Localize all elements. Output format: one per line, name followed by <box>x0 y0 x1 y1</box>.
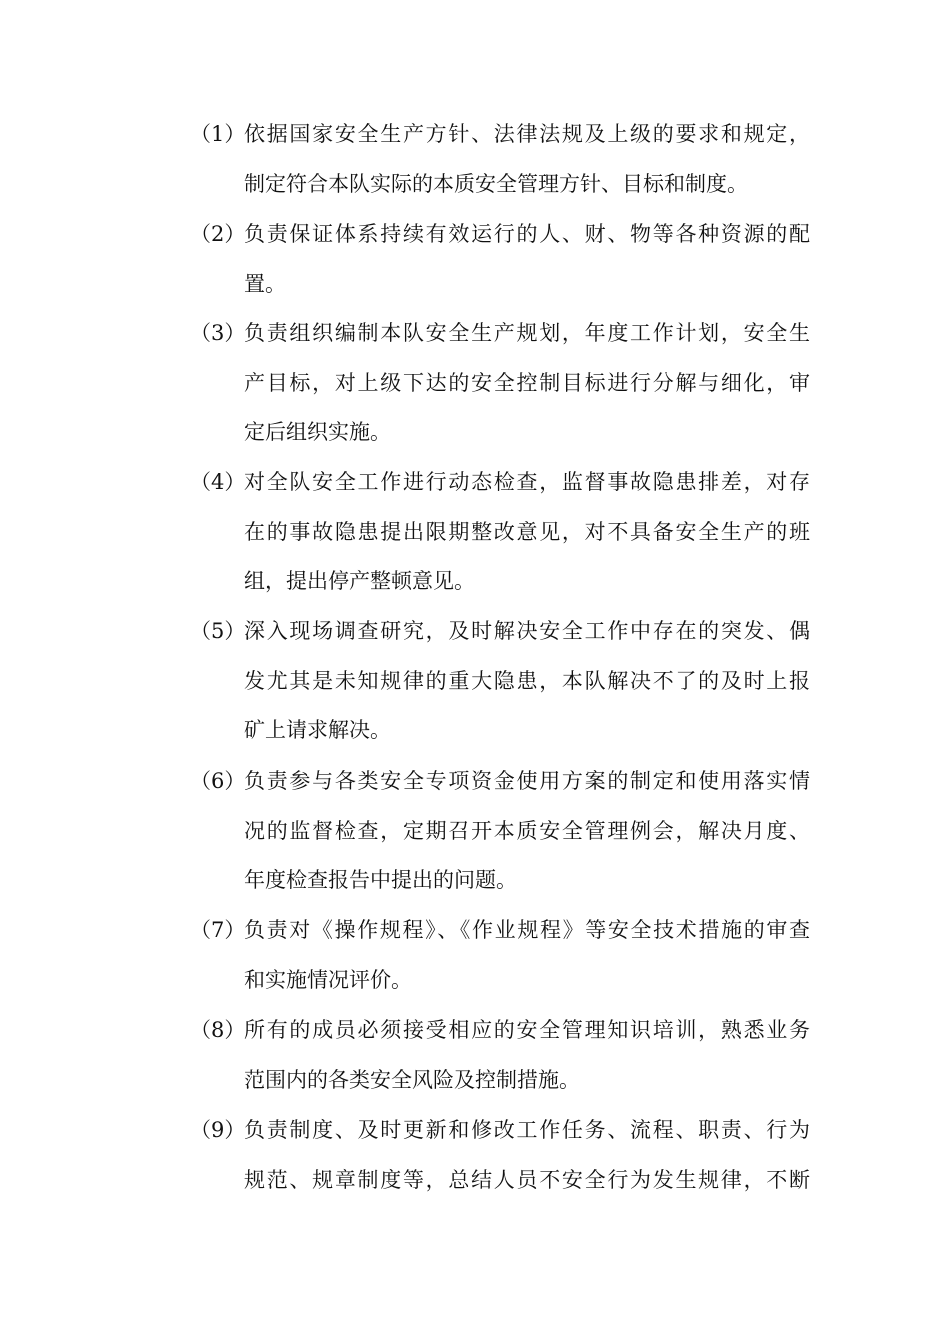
item-number: （3） <box>190 321 246 345</box>
item-text-line: 产目标，对上级下达的安全控制目标进行分解与细化，审 <box>244 370 810 395</box>
item-text-line: 规范、规章制度等，总结人员不安全行为发生规律，不断 <box>244 1167 810 1192</box>
item-text-line: 所有的成员必须接受相应的安全管理知识培训，熟悉业务 <box>244 1018 810 1042</box>
list-item-1 <box>190 110 810 209</box>
item-text-line: 负责参与各类安全专项资金使用方案的制定和使用落实情 <box>244 769 810 793</box>
item-number: （6） <box>190 769 246 793</box>
item-text-line: 负责保证体系持续有效运行的人、财、物等各种资源的配 <box>244 222 810 246</box>
item-number: （4） <box>190 470 246 494</box>
item-text-line: 况的监督检查，定期召开本质安全管理例会，解决月度、 <box>244 818 810 843</box>
item-number: （5） <box>190 619 246 643</box>
item-number: （1） <box>190 122 246 146</box>
list-item-6 <box>190 757 810 906</box>
item-text-line: 在的事故隐患提出限期整改意见，对不具备安全生产的班 <box>244 519 810 544</box>
list-item-5 <box>190 607 810 756</box>
item-text-line: 发尤其是未知规律的重大隐患，本队解决不了的及时上报 <box>244 668 810 693</box>
item-text-line: 负责组织编制本队安全生产规划，年度工作计划，安全生 <box>244 321 810 345</box>
item-text-line: 深入现场调查研究，及时解决安全工作中存在的突发、偶 <box>244 619 810 643</box>
item-text-line: 制定符合本队实际的本质安全管理方针、目标和制度。 <box>244 171 748 196</box>
item-text-line: 负责对《操作规程》、《作业规程》等安全技术措施的审查 <box>244 918 810 942</box>
item-text-line: 置。 <box>244 271 286 296</box>
item-number: （9） <box>190 1118 246 1142</box>
item-text-line: 对全队安全工作进行动态检查，监督事故隐患排差，对存 <box>244 470 810 494</box>
item-text-line: 范围内的各类安全风险及控制措施。 <box>244 1067 580 1092</box>
item-text-line: 和实施情况评价。 <box>244 967 412 992</box>
item-text-line: 年度检查报告中提出的问题。 <box>244 868 517 892</box>
list-item-7 <box>190 906 810 1005</box>
item-text-line: 依据国家安全生产方针、法律法规及上级的要求和规定， <box>244 122 810 146</box>
item-text-line: 矿上请求解决。 <box>244 718 391 742</box>
item-text-line: 负责制度、及时更新和修改工作任务、流程、职责、行为 <box>244 1118 810 1142</box>
item-text-line: 定后组织实施。 <box>244 420 391 444</box>
list-item-8 <box>190 1006 810 1105</box>
list-item-9 <box>190 1106 810 1205</box>
item-number: （8） <box>190 1018 246 1042</box>
list-item-4 <box>190 458 810 607</box>
list-item-3 <box>190 309 810 458</box>
item-text-line: 组，提出停产整顿意见。 <box>244 569 475 593</box>
item-number: （7） <box>190 918 246 942</box>
item-number: （2） <box>190 222 246 246</box>
list-item-2 <box>190 210 810 309</box>
